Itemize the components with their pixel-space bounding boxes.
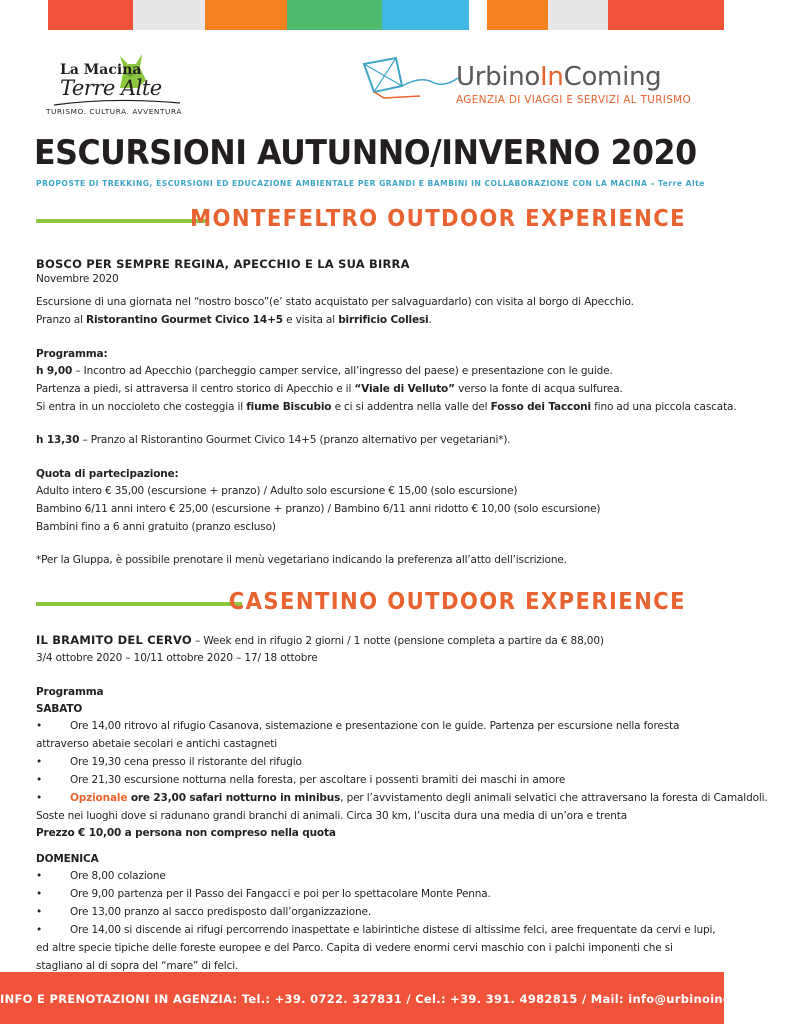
color-block (487, 0, 548, 30)
color-block (0, 0, 48, 30)
bullet: • (36, 792, 43, 804)
page-subtitle: PROPOSTE DI TREKKING, ESCURSIONI ED EDUCAZIONE AMBIENTALE PER GRANDI E BAMBINI IN COLLABORAZIONE CON LA MACINA – Terre Alte (36, 179, 705, 188)
agency-name-part2: In (540, 62, 564, 92)
quota-item: Bambini fino a 6 anni gratuito (pranzo escluso) (36, 521, 276, 533)
program-item (36, 380, 623, 399)
text: Partenza a piedi, si attraversa il centro storico di Apecchio e il (36, 383, 355, 395)
section-heading-casentino: CASENTINO OUTDOOR EXPERIENCE (228, 589, 686, 615)
text: Ore 13,00 pranzo al sacco predisposto dall’organizzazione. (70, 906, 372, 918)
text: Ore 9,00 partenza per il Passo dei Fangacci e poi per lo spettacolare Monte Penna. (70, 888, 491, 900)
bullet: • (36, 756, 43, 768)
text: e ci si addentra nella valle del (331, 401, 491, 413)
section-divider (36, 602, 242, 606)
brewery-name: birrificio Collesi (338, 314, 429, 326)
list-item (36, 771, 565, 790)
restaurant-name: Ristorantino Gourmet Civico 14+5 (86, 314, 283, 326)
place: Fosso dei Tacconi (490, 401, 591, 413)
list-item (36, 753, 302, 772)
quota-item: Adulto intero € 35,00 (escursione + pranzo) / Adulto solo escursione € 15,00 (solo escursione) (36, 485, 518, 497)
text: Ore 19,30 cena presso il ristorante del rifugio (70, 756, 302, 768)
list-item (36, 903, 371, 922)
logo-urbino-in-coming (360, 54, 690, 112)
price-note (36, 824, 336, 843)
place: fiume Biscubio (246, 401, 332, 413)
day-label-text: SABATO (36, 703, 83, 715)
color-block (133, 0, 205, 30)
day-label-text: DOMENICA (36, 853, 99, 865)
program-item (36, 362, 613, 381)
text: Ore 8,00 colazione (70, 870, 166, 882)
list-item (36, 717, 679, 736)
price-note-text: Prezzo € 10,00 a persona non compreso nella quota (36, 827, 336, 839)
section-heading-montefeltro: MONTEFELTRO OUTDOOR EXPERIENCE (190, 206, 686, 232)
text: , per l’avvistamento degli animali selvatici che attraversano la foresta di Camaldoli. (340, 792, 768, 804)
quota-label (36, 465, 179, 484)
agency-name-part3: Coming (563, 62, 662, 92)
list-item-continued: stagliano al di sopra del “mare” di felci. (36, 960, 239, 972)
footer-bar (0, 972, 787, 1024)
time: h 13,30 (36, 434, 80, 446)
color-block (287, 0, 382, 30)
text: – Pranzo al Ristorantino Gourmet Civico 14+5 (pranzo alternativo per vegetariani*). (79, 434, 511, 446)
page-title: ESCURSIONI AUTUNNO/INVERNO 2020 (34, 133, 697, 173)
program-label (36, 683, 104, 702)
quota-item: Bambino 6/11 anni intero € 25,00 (escursione + pranzo) / Bambino 6/11 anni ridotto € 10,00 (solo escursione) (36, 503, 601, 515)
text: Ore 14,00 ritrovo al rifugio Casanova, sistemazione e presentazione con le guide. Partenza per escursione nella foresta (70, 720, 680, 732)
color-block (548, 0, 608, 30)
text: – Incontro ad Apecchio (parcheggio camper service, all’ingresso del paese) e presentazione con le guide. (72, 365, 613, 377)
text: e visita al (282, 314, 339, 326)
text: verso la fonte di acqua sulfurea. (454, 383, 623, 395)
optional-label: Opzionale (70, 792, 128, 804)
list-item (36, 867, 166, 886)
program-item (36, 398, 737, 417)
color-block (48, 0, 133, 30)
program-label-text: Programma: (36, 348, 108, 360)
event-title: BOSCO PER SEMPRE REGINA, APECCHIO E LA SUA BIRRA (36, 257, 410, 271)
event-date: Novembre 2020 (36, 273, 119, 285)
text: Ore 14,00 si discende ai rifugi percorrendo inaspettate e labirintiche distese di altissime felci, aree frequentate da cervi e lupi, (70, 924, 716, 936)
bullet: • (36, 924, 43, 936)
logo-la-macina (46, 52, 186, 120)
bullet: • (36, 774, 43, 786)
event-title: IL BRAMITO DEL CERVO (36, 633, 192, 647)
agency-subtitle: AGENZIA DI VIAGGI E SERVIZI AL TURISMO (456, 94, 692, 106)
place: “Viale di Velluto” (354, 383, 455, 395)
bullet: • (36, 720, 43, 732)
color-block (205, 0, 287, 30)
list-item (36, 921, 716, 940)
color-block (469, 0, 487, 30)
agency-name (456, 62, 661, 92)
program-label-text: Programma (36, 686, 104, 698)
event-title-line (36, 631, 604, 651)
logo-brand-line1: La Macina (60, 62, 142, 78)
time: h 9,00 (36, 365, 73, 377)
text: Pranzo al (36, 314, 87, 326)
text: fino ad una piccola cascata. (590, 401, 737, 413)
list-item (36, 789, 768, 808)
event-description (36, 311, 432, 330)
list-item (36, 885, 491, 904)
color-block (608, 0, 724, 30)
color-block (382, 0, 469, 30)
program-label (36, 345, 108, 364)
footnote: *Per la Gluppa, è possibile prenotare il menù vegetariano indicando la preferenza all’atto dell’iscrizione. (36, 554, 567, 566)
logo-tagline: TURISMO. CULTURA. AVVENTURA (46, 107, 182, 116)
list-item-continued: attraverso abetaie secolari e antichi castagneti (36, 738, 277, 750)
event-description: Escursione di una giornata nel “nostro bosco”(e’ stato acquistato per salvaguardarlo) con visita al borgo di Apecchio. (36, 296, 634, 308)
logo-brand-line2: Terre Alte (60, 76, 162, 100)
program-item (36, 431, 510, 450)
day-label (36, 700, 82, 719)
section-divider (36, 219, 206, 223)
event-dates: 3/4 ottobre 2020 – 10/11 ottobre 2020 – 17/ 18 ottobre (36, 652, 318, 664)
list-item-continued: ed altre specie tipiche delle foreste europee e del Parco. Capita di vedere enormi cervi maschio con i palchi imponenti che si (36, 942, 673, 954)
contact-info: INFO E PRENOTAZIONI IN AGENZIA: Tel.: +39. 0722. 327831 / Cel.: +39. 391. 4982815 / Mail: info@urbinoincoming.it (0, 992, 787, 1006)
day-label (36, 850, 99, 869)
agency-name-part1: Urbino (456, 62, 541, 92)
bullet: • (36, 906, 43, 918)
text: ore 23,00 safari notturno in minibus (127, 792, 341, 804)
text: . (428, 314, 432, 326)
quota-label-text: Quota di partecipazione: (36, 468, 179, 480)
text: Si entra in un noccioleto che costeggia il (36, 401, 247, 413)
swoosh-icon (52, 99, 182, 107)
bullet: • (36, 888, 43, 900)
list-item-continued: Soste nei luoghi dove si radunano grandi branchi di animali. Circa 30 km, l’uscita dura una media di un’ora e trenta (36, 810, 628, 822)
text: Ore 21,30 escursione notturna nella foresta, per ascoltare i possenti bramiti dei maschi in amore (70, 774, 566, 786)
event-summary: – Week end in rifugio 2 giorni / 1 notte (pensione completa a partire da € 88,00) (191, 635, 604, 647)
kite-icon (360, 56, 460, 102)
bullet: • (36, 870, 43, 882)
